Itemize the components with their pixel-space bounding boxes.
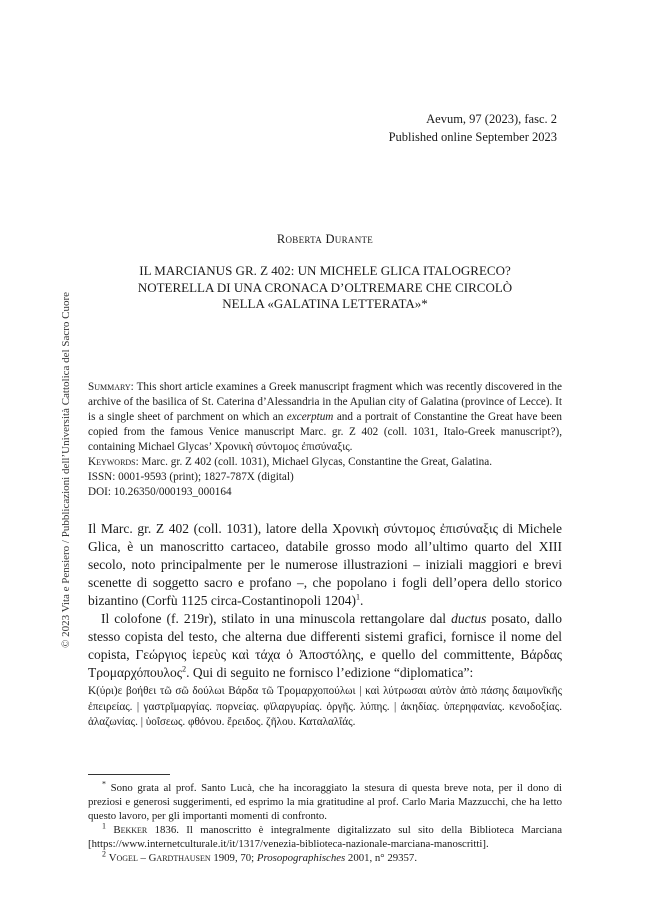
- footnote-1-mark: 1: [102, 821, 106, 831]
- copyright-sidebar: © 2023 Vita e Pensiero / Pubblicazioni dell’Università Cattolica del Sacro Cuore: [60, 291, 72, 649]
- title-line-1: IL MARCIANUS GR. Z 402: UN MICHELE GLICA ITALOGRECO?: [139, 263, 511, 278]
- summary-text-2: and a portrait of Constantine the Great have been copied from the famous Venice manuscript Marc. gr. Z 402 (coll. 1031, Italo-Greek manuscript?), containing Michael Glycas’ Χρονικὴ σύντομος ἐπισύναξις.: [88, 411, 562, 453]
- footnotes: [88, 781, 562, 865]
- paragraph-1: Il Marc. gr. Z 402 (coll. 1031), latore della Χρονικὴ σύντομος ἐπισύναξις di Michele Glica, è un manoscritto cartaceo, databile grosso modo all’ultimo quarto del XIII secolo, noto principalmente per le numerose illustrazioni – iniziali maggiori e brevi scenette di soggetto sacro e profano –, che popolano i fogli dell’opera dello storico bizantino (Corfù 1125 circa-Costantinopoli 1204)$^1$.: [88, 521, 562, 608]
- paragraph-2-italic: ductus: [451, 611, 487, 626]
- doi: DOI: 10.26350/000193_000164: [88, 486, 232, 498]
- footnote-star-mark: *: [102, 779, 106, 789]
- footnote-1: [88, 823, 562, 851]
- article-title: [100, 263, 550, 313]
- footnote-2-author: Vogel – Gardthausen: [108, 852, 211, 864]
- title-line-2: NOTERELLA DI UNA CRONACA D’OLTREMARE CHE CIRCOLÒ: [137, 279, 513, 295]
- footnote-ref-2[interactable]: 2: [182, 664, 187, 674]
- footnote-2-text-b: 2001, n° 29357.: [345, 852, 418, 864]
- footnote-1-author: Bekker: [113, 824, 148, 836]
- paragraph-2: [88, 610, 562, 682]
- paragraph-2-text-c: . Qui di seguito ne fornisco l’edizione “diplomatica”:: [186, 665, 474, 680]
- publication-date: Published online September 2023: [388, 130, 557, 144]
- footnote-2-italic: Prosopographisches: [256, 852, 346, 864]
- summary-text: This short article examines a Greek manuscript fragment which was recently discovered in the archive of the basilica of St. Caterina d’Alessandria in the Apulian city of Galatina (province of Lecce). It is a single sheet of parchment on which an: [88, 381, 562, 423]
- journal-citation: Aevum, 97 (2023), fasc. 2: [426, 112, 557, 126]
- summary-label: Summary:: [88, 381, 134, 393]
- summary: [88, 380, 562, 455]
- paragraph-2-text-b: posato, dallo stesso copista del testo, che alterna due differenti sistemi grafici, fornisce il nome del copista, Γεώργιος ἱερεὺς καὶ τάχα ὁ Ἀποστόλης, e quello del committente, Βάρδας Τρομαρχόπουλος: [88, 611, 562, 680]
- keywords-label: Keywords:: [88, 456, 139, 468]
- journal-header: [389, 110, 557, 146]
- footnote-1-text: 1836. Il manoscritto è integralmente digitalizzato sul sito della Biblioteca Marciana [https://www.internetculturale.it/it/1317/venezia-biblioteca-nazionale-marciana-manoscritti].: [88, 824, 562, 850]
- keywords-block: [88, 455, 562, 500]
- body-text: [88, 520, 562, 682]
- summary-italic: excerptum: [286, 411, 334, 423]
- footnote-2-text-a: 1909, 70;: [210, 852, 257, 864]
- footnote-ref-1[interactable]: 1: [355, 592, 360, 602]
- footnote-star: [88, 781, 562, 823]
- greek-colophon: Κ(ύρι)ε βοήθει τῶ σῶ δούλωι Βάρδα τῶ Τρομαρχοπούλωι | καὶ λύτρωσαι αὐτὸν ἀπὸ πάσης δαιμονῖκῆς ἐπειρείας. | γαστρῖμαργίας. πορνείας. φϊλαργυρίας. ὀργῆς. λύπης. | ἀκηδίας. ὑπερηφανίας. κενοδοξίας. ἀλαζωνίας. | ὑοΐσεως. φθόνου. ἔρειδος. ζῆλου. Καταλαλΐάς.: [88, 685, 562, 728]
- author-name: Roberta Durante: [276, 232, 374, 246]
- footnote-2-mark: 2: [102, 849, 106, 859]
- keywords-text: Marc. gr. Z 402 (coll. 1031), Michael Glycas, Constantine the Great, Galatina.: [138, 456, 492, 468]
- footnote-star-text: Sono grata al prof. Santo Lucà, che ha incoraggiato la stesura di questa breve nota, per il dono di preziosi e generosi suggerimenti, ed esprimo la mia gratitudine al prof. Carlo Maria Mazzucchi, che ha letto questo lavoro, per gli importanti momenti di confronto.: [88, 782, 562, 822]
- paragraph-2-text-a: Il colofone (f. 219r), stilato in una minuscola rettangolare dal: [101, 611, 452, 626]
- paragraph-1-text: Il Marc. gr. Z 402 (coll. 1031), latore della Χρονικὴ σύντομος ἐπισύναξις di Michele Glica, è un manoscritto cartaceo, databile grosso modo all’ultimo quarto del XIII secolo, noto principalmente per le numerose illustrazioni – iniziali maggiori e brevi scenette di soggetto sacro e profano –, che popolano i fogli dell’opera dello storico bizantino (Corfù 1125 circa-Costantinopoli 1204): [88, 521, 562, 608]
- title-line-3: NELLA «GALATINA LETTERATA»*: [222, 296, 428, 311]
- footnote-2: [88, 851, 562, 865]
- issn: ISSN: 0001-9593 (print); 1827-787X (digital): [88, 471, 294, 483]
- footnote-divider: [88, 774, 170, 775]
